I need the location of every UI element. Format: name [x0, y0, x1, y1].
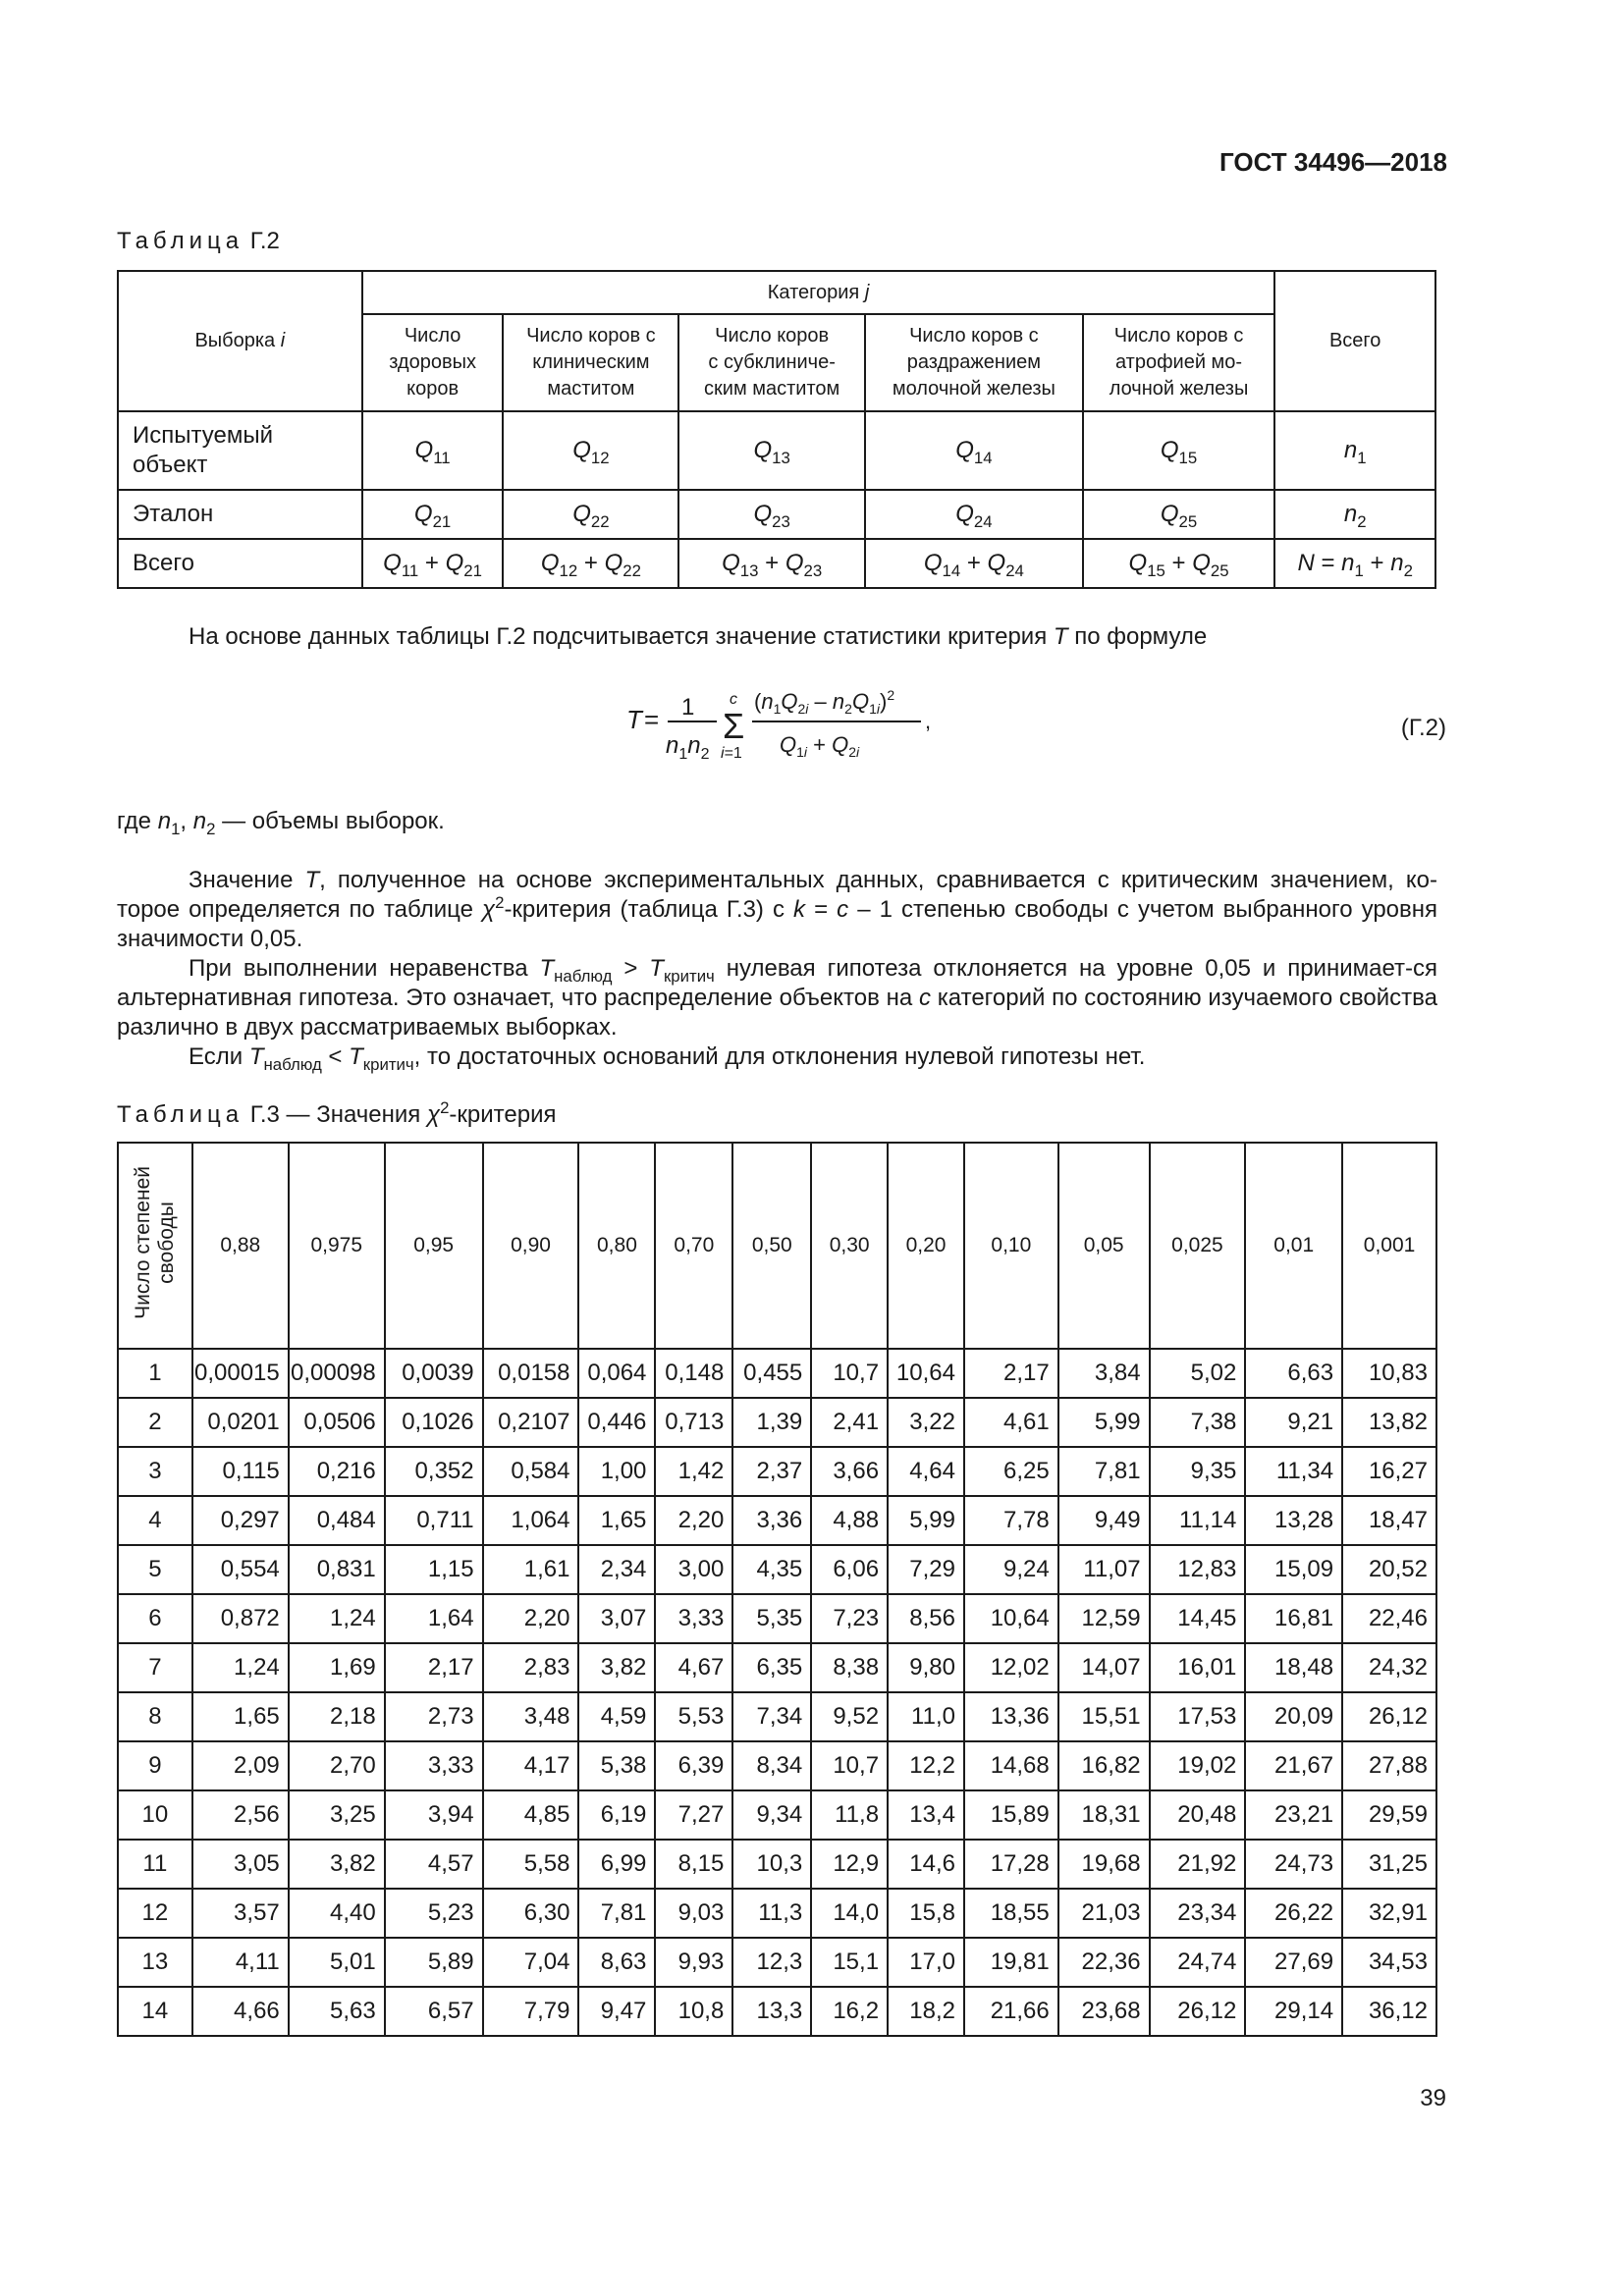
table-row [118, 1987, 1436, 2036]
t3-value-cell: 16,82 [1058, 1741, 1150, 1790]
t3-value-cell: 20,48 [1150, 1790, 1246, 1840]
svg-text:i=1: i=1 [721, 745, 742, 762]
t3-value-cell: 0,216 [289, 1447, 385, 1496]
t3-dof-cell: 11 [118, 1840, 192, 1889]
t3-value-cell: 0,00098 [289, 1349, 385, 1398]
t2-cell: $Q_{11} + Q_{21}$ [362, 539, 504, 588]
t3-value-cell: 0,446 [578, 1398, 655, 1447]
t3-dof-cell: 9 [118, 1741, 192, 1790]
paragraph-conclusion: Если $T_{наблюд} < T_{критич}$, то достаточных оснований для отклонения нулевой гипотезы нет. [189, 1043, 1146, 1074]
t3-header-2: 0,975 [289, 1143, 385, 1349]
t3-value-cell: 7,38 [1150, 1398, 1246, 1447]
t2-category-3: Число коров с субклиниче- ским маститом [678, 314, 865, 411]
t2-row-total [118, 539, 1435, 588]
t2-category-5: Число коров с атрофией мо- лочной железы [1083, 314, 1275, 411]
t3-value-cell: 0,872 [192, 1594, 289, 1643]
t3-value-cell: 18,2 [888, 1987, 964, 2036]
t3-value-cell: 4,64 [888, 1447, 964, 1496]
t3-value-cell: 0,0158 [483, 1349, 579, 1398]
t3-value-cell: 3,22 [888, 1398, 964, 1447]
t2-category-4: Число коров с раздражением молочной железы [865, 314, 1083, 411]
t3-header-12: 0,025 [1150, 1143, 1246, 1349]
paragraph-inequality: При выполнении неравенства $T_{наблюд} > T_{критич}$ нулевая гипотеза отклоняется на уровне 0,05 и принимает-ся альтернативная гипотеза. Это означает, что распределение объектов на c категорий по состоянию изучаемого свойства различно в двух рассматриваемых выборках. [117, 955, 1437, 1041]
t3-value-cell: 18,48 [1245, 1643, 1342, 1692]
t3-value-cell: 2,34 [578, 1545, 655, 1594]
t3-value-cell: 21,66 [964, 1987, 1058, 2036]
t3-value-cell: 1,39 [732, 1398, 811, 1447]
t3-value-cell: 0,0039 [385, 1349, 483, 1398]
t3-value-cell: 12,02 [964, 1643, 1058, 1692]
t3-value-cell: 2,09 [192, 1741, 289, 1790]
table-row [118, 1398, 1436, 1447]
t3-value-cell: 3,94 [385, 1790, 483, 1840]
t3-value-cell: 15,89 [964, 1790, 1058, 1840]
t3-value-cell: 7,29 [888, 1545, 964, 1594]
t3-header-9: 0,20 [888, 1143, 964, 1349]
t3-value-cell: 0,064 [578, 1349, 655, 1398]
t3-value-cell: 6,35 [732, 1643, 811, 1692]
svg-text:(n1Q2i – n2Q1i)2: $(n_1Q_{2i} - n_2Q_{1i})^2$ [754, 687, 895, 717]
svg-text:,: , [925, 709, 932, 733]
t3-value-cell: 3,36 [732, 1496, 811, 1545]
t3-value-cell: 3,82 [289, 1840, 385, 1889]
t3-value-cell: 6,63 [1245, 1349, 1342, 1398]
t3-header-5: 0,80 [578, 1143, 655, 1349]
t3-value-cell: 18,47 [1342, 1496, 1436, 1545]
t3-value-cell: 26,12 [1150, 1987, 1246, 2036]
t3-value-cell: 5,58 [483, 1840, 579, 1889]
t3-value-cell: 6,19 [578, 1790, 655, 1840]
t3-value-cell: 6,30 [483, 1889, 579, 1938]
t3-value-cell: 18,31 [1058, 1790, 1150, 1840]
t3-value-cell: 5,99 [1058, 1398, 1150, 1447]
svg-text:n1n2: $n_1n_2$ [666, 732, 710, 763]
t3-value-cell: 18,55 [964, 1889, 1058, 1938]
t3-value-cell: 8,15 [655, 1840, 732, 1889]
t3-value-cell: 11,14 [1150, 1496, 1246, 1545]
t3-value-cell: 17,28 [964, 1840, 1058, 1889]
t3-value-cell: 9,47 [578, 1987, 655, 2036]
t3-value-cell: 11,0 [888, 1692, 964, 1741]
t3-value-cell: 23,68 [1058, 1987, 1150, 2036]
t3-value-cell: 19,02 [1150, 1741, 1246, 1790]
t3-value-cell: 24,74 [1150, 1938, 1246, 1987]
t3-value-cell: 14,07 [1058, 1643, 1150, 1692]
t3-value-cell: 12,3 [732, 1938, 811, 1987]
t3-value-cell: 2,20 [655, 1496, 732, 1545]
t3-header-14: 0,001 [1342, 1143, 1436, 1349]
t3-value-cell: 23,34 [1150, 1889, 1246, 1938]
table-row [118, 1349, 1436, 1398]
t3-value-cell: 11,07 [1058, 1545, 1150, 1594]
table-row [118, 1643, 1436, 1692]
t3-value-cell: 21,03 [1058, 1889, 1150, 1938]
t2-cell: $Q_{14} + Q_{24}$ [865, 539, 1083, 588]
t3-value-cell: 15,51 [1058, 1692, 1150, 1741]
t3-value-cell: 4,88 [811, 1496, 888, 1545]
t3-value-cell: 1,064 [483, 1496, 579, 1545]
t3-value-cell: 16,81 [1245, 1594, 1342, 1643]
t3-value-cell: 12,59 [1058, 1594, 1150, 1643]
t3-value-cell: 5,01 [289, 1938, 385, 1987]
t3-value-cell: 16,2 [811, 1987, 888, 2036]
t3-value-cell: 17,0 [888, 1938, 964, 1987]
svg-text:Q1i + Q2i: $Q_{1i} + Q_{2i}$ [780, 732, 860, 760]
t3-value-cell: 29,59 [1342, 1790, 1436, 1840]
t3-value-cell: 0,352 [385, 1447, 483, 1496]
t3-value-cell: 13,36 [964, 1692, 1058, 1741]
t3-value-cell: 8,34 [732, 1741, 811, 1790]
t3-value-cell: 7,79 [483, 1987, 579, 2036]
t3-value-cell: 1,24 [192, 1643, 289, 1692]
t3-value-cell: 27,88 [1342, 1741, 1436, 1790]
t3-value-cell: 8,38 [811, 1643, 888, 1692]
t3-value-cell: 21,92 [1150, 1840, 1246, 1889]
table-row [118, 1447, 1436, 1496]
t3-value-cell: 7,23 [811, 1594, 888, 1643]
table3 [117, 1142, 1437, 2037]
t3-value-cell: 1,61 [483, 1545, 579, 1594]
formula-number: (Г.2) [1400, 715, 1446, 741]
t3-value-cell: 15,1 [811, 1938, 888, 1987]
table-row [118, 1545, 1436, 1594]
t3-value-cell: 29,14 [1245, 1987, 1342, 2036]
t3-value-cell: 5,99 [888, 1496, 964, 1545]
t3-value-cell: 4,61 [964, 1398, 1058, 1447]
t3-value-cell: 2,17 [385, 1643, 483, 1692]
t3-value-cell: 0,00015 [192, 1349, 289, 1398]
table2-caption: Таблица Г.2 [117, 228, 280, 254]
t3-value-cell: 17,53 [1150, 1692, 1246, 1741]
t3-value-cell: 10,64 [964, 1594, 1058, 1643]
t3-value-cell: 5,89 [385, 1938, 483, 1987]
t2-cell: $Q_{12}$ [503, 411, 678, 490]
t2-cell: $Q_{12} + Q_{22}$ [503, 539, 678, 588]
t3-value-cell: 1,42 [655, 1447, 732, 1496]
t3-value-cell: 13,28 [1245, 1496, 1342, 1545]
t3-header-3: 0,95 [385, 1143, 483, 1349]
t3-value-cell: 16,01 [1150, 1643, 1246, 1692]
t3-value-cell: 5,63 [289, 1987, 385, 2036]
t3-dof-cell: 3 [118, 1447, 192, 1496]
svg-text:c: c [730, 691, 737, 708]
t3-value-cell: 22,36 [1058, 1938, 1150, 1987]
t3-dof-cell: 13 [118, 1938, 192, 1987]
t3-value-cell: 3,07 [578, 1594, 655, 1643]
t2-cell: $Q_{11}$ [362, 411, 504, 490]
t3-value-cell: 1,00 [578, 1447, 655, 1496]
table2 [117, 270, 1436, 589]
formula-g2 [589, 677, 962, 785]
t3-value-cell: 3,66 [811, 1447, 888, 1496]
t2-cell: $Q_{13} + Q_{23}$ [678, 539, 865, 588]
t3-value-cell: 4,85 [483, 1790, 579, 1840]
t3-value-cell: 23,21 [1245, 1790, 1342, 1840]
t3-value-cell: 3,33 [655, 1594, 732, 1643]
t2-row-label: Всего [118, 539, 362, 588]
t3-value-cell: 11,34 [1245, 1447, 1342, 1496]
t3-header-1: 0,88 [192, 1143, 289, 1349]
t2-total-cell: $n_1$ [1274, 411, 1435, 490]
t3-value-cell: 0,554 [192, 1545, 289, 1594]
t3-value-cell: 9,52 [811, 1692, 888, 1741]
t3-value-cell: 2,37 [732, 1447, 811, 1496]
t3-value-cell: 1,24 [289, 1594, 385, 1643]
t3-dof-cell: 12 [118, 1889, 192, 1938]
t3-value-cell: 13,82 [1342, 1398, 1436, 1447]
t3-value-cell: 4,35 [732, 1545, 811, 1594]
t3-value-cell: 7,81 [1058, 1447, 1150, 1496]
t3-value-cell: 5,23 [385, 1889, 483, 1938]
paragraph-intro: На основе данных таблицы Г.2 подсчитывается значение статистики критерия T по формуле [189, 623, 1208, 650]
t2-cell: $Q_{14}$ [865, 411, 1083, 490]
t2-cell: $Q_{25}$ [1083, 490, 1275, 539]
t3-value-cell: 8,56 [888, 1594, 964, 1643]
t3-value-cell: 14,6 [888, 1840, 964, 1889]
t2-cell: $Q_{24}$ [865, 490, 1083, 539]
t3-value-cell: 4,66 [192, 1987, 289, 2036]
t3-value-cell: 9,21 [1245, 1398, 1342, 1447]
t3-value-cell: 24,73 [1245, 1840, 1342, 1889]
t3-header-7: 0,50 [732, 1143, 811, 1349]
t3-value-cell: 9,34 [732, 1790, 811, 1840]
t3-header-11: 0,05 [1058, 1143, 1150, 1349]
table-row [118, 1496, 1436, 1545]
t3-value-cell: 10,64 [888, 1349, 964, 1398]
t3-value-cell: 3,33 [385, 1741, 483, 1790]
t3-value-cell: 15,09 [1245, 1545, 1342, 1594]
t3-value-cell: 0,455 [732, 1349, 811, 1398]
t2-total-cell: $N = n_1 + n_2$ [1274, 539, 1435, 588]
t3-value-cell: 4,67 [655, 1643, 732, 1692]
t3-value-cell: 9,80 [888, 1643, 964, 1692]
t2-row-reference [118, 490, 1435, 539]
svg-text:Σ: Σ [723, 706, 745, 746]
t3-value-cell: 0,148 [655, 1349, 732, 1398]
t3-value-cell: 2,70 [289, 1741, 385, 1790]
t3-value-cell: 3,84 [1058, 1349, 1150, 1398]
t2-row-label: Эталон [118, 490, 362, 539]
t3-value-cell: 7,81 [578, 1889, 655, 1938]
t3-value-cell: 0,484 [289, 1496, 385, 1545]
t2-category-1: Число здоровых коров [362, 314, 504, 411]
t3-value-cell: 20,52 [1342, 1545, 1436, 1594]
t3-value-cell: 1,15 [385, 1545, 483, 1594]
t3-value-cell: 7,04 [483, 1938, 579, 1987]
t3-value-cell: 26,12 [1342, 1692, 1436, 1741]
t3-value-cell: 3,57 [192, 1889, 289, 1938]
t3-dof-cell: 5 [118, 1545, 192, 1594]
t3-value-cell: 1,64 [385, 1594, 483, 1643]
t3-value-cell: 2,73 [385, 1692, 483, 1741]
t3-value-cell: 0,711 [385, 1496, 483, 1545]
table-row [118, 1692, 1436, 1741]
t3-value-cell: 20,09 [1245, 1692, 1342, 1741]
table-row [118, 1840, 1436, 1889]
t2-category-2: Число коров с клиническим маститом [503, 314, 678, 411]
t3-dof-cell: 10 [118, 1790, 192, 1840]
t2-cell: $Q_{15} + Q_{25}$ [1083, 539, 1275, 588]
t3-value-cell: 11,3 [732, 1889, 811, 1938]
t3-value-cell: 5,53 [655, 1692, 732, 1741]
t3-value-cell: 2,83 [483, 1643, 579, 1692]
table3-caption: Таблица Г.3 — Значения $\chi^2$-критерия [117, 1097, 557, 1128]
t3-value-cell: 9,24 [964, 1545, 1058, 1594]
svg-text:1: 1 [681, 694, 695, 721]
t3-value-cell: 6,57 [385, 1987, 483, 2036]
t3-dof-cell: 6 [118, 1594, 192, 1643]
t3-value-cell: 24,32 [1342, 1643, 1436, 1692]
t3-value-cell: 0,115 [192, 1447, 289, 1496]
t3-value-cell: 9,35 [1150, 1447, 1246, 1496]
t3-value-cell: 0,831 [289, 1545, 385, 1594]
t3-value-cell: 10,8 [655, 1987, 732, 2036]
t3-value-cell: 4,59 [578, 1692, 655, 1741]
t3-value-cell: 7,34 [732, 1692, 811, 1741]
t3-value-cell: 3,82 [578, 1643, 655, 1692]
t3-value-cell: 2,56 [192, 1790, 289, 1840]
t3-value-cell: 1,65 [578, 1496, 655, 1545]
t3-value-cell: 6,99 [578, 1840, 655, 1889]
table-row [118, 1938, 1436, 1987]
t3-value-cell: 22,46 [1342, 1594, 1436, 1643]
t3-value-cell: 2,41 [811, 1398, 888, 1447]
t3-value-cell: 4,40 [289, 1889, 385, 1938]
t3-value-cell: 14,0 [811, 1889, 888, 1938]
t3-value-cell: 26,22 [1245, 1889, 1342, 1938]
t3-corner-header: Число степеней свободы [118, 1143, 192, 1349]
t3-dof-cell: 4 [118, 1496, 192, 1545]
t2-total-cell: $n_2$ [1274, 490, 1435, 539]
t3-value-cell: 6,39 [655, 1741, 732, 1790]
t3-value-cell: 7,78 [964, 1496, 1058, 1545]
table-row [118, 1790, 1436, 1840]
t3-value-cell: 19,68 [1058, 1840, 1150, 1889]
t3-value-cell: 8,63 [578, 1938, 655, 1987]
t3-value-cell: 12,2 [888, 1741, 964, 1790]
t3-value-cell: 2,17 [964, 1349, 1058, 1398]
t3-value-cell: 4,11 [192, 1938, 289, 1987]
table-row [118, 1889, 1436, 1938]
t2-row-label: Испытуемый объект [118, 411, 362, 490]
document-header: ГОСТ 34496—2018 [1219, 147, 1447, 177]
t3-value-cell: 13,4 [888, 1790, 964, 1840]
t3-header-8: 0,30 [811, 1143, 888, 1349]
t3-value-cell: 10,7 [811, 1349, 888, 1398]
t3-value-cell: 4,17 [483, 1741, 579, 1790]
t2-total-header: Всего [1274, 271, 1435, 411]
t3-dof-cell: 1 [118, 1349, 192, 1398]
t3-value-cell: 6,06 [811, 1545, 888, 1594]
table-row [118, 1594, 1436, 1643]
t3-value-cell: 15,8 [888, 1889, 964, 1938]
t3-value-cell: 0,584 [483, 1447, 579, 1496]
t3-value-cell: 32,91 [1342, 1889, 1436, 1938]
t3-value-cell: 19,81 [964, 1938, 1058, 1987]
t3-value-cell: 4,57 [385, 1840, 483, 1889]
t2-cell: $Q_{22}$ [503, 490, 678, 539]
t3-value-cell: 9,93 [655, 1938, 732, 1987]
t3-value-cell: 21,67 [1245, 1741, 1342, 1790]
t3-value-cell: 0,713 [655, 1398, 732, 1447]
t3-value-cell: 5,35 [732, 1594, 811, 1643]
t3-value-cell: 36,12 [1342, 1987, 1436, 2036]
page-number: 39 [1420, 2085, 1446, 2111]
t3-value-cell: 12,83 [1150, 1545, 1246, 1594]
t3-value-cell: 2,20 [483, 1594, 579, 1643]
t2-category-header: Категория j [362, 271, 1275, 314]
t3-dof-cell: 8 [118, 1692, 192, 1741]
t2-cell: $Q_{13}$ [678, 411, 865, 490]
t3-value-cell: 7,27 [655, 1790, 732, 1840]
t3-value-cell: 9,03 [655, 1889, 732, 1938]
t3-value-cell: 27,69 [1245, 1938, 1342, 1987]
t3-value-cell: 0,0201 [192, 1398, 289, 1447]
t3-value-cell: 10,7 [811, 1741, 888, 1790]
t3-value-cell: 31,25 [1342, 1840, 1436, 1889]
t3-value-cell: 16,27 [1342, 1447, 1436, 1496]
t3-value-cell: 34,53 [1342, 1938, 1436, 1987]
t3-header-10: 0,10 [964, 1143, 1058, 1349]
t3-value-cell: 9,49 [1058, 1496, 1150, 1545]
table-row [118, 1741, 1436, 1790]
t3-value-cell: 3,25 [289, 1790, 385, 1840]
t3-header-13: 0,01 [1245, 1143, 1342, 1349]
t3-value-cell: 0,2107 [483, 1398, 579, 1447]
t3-value-cell: 3,05 [192, 1840, 289, 1889]
t3-value-cell: 5,02 [1150, 1349, 1246, 1398]
t3-value-cell: 13,3 [732, 1987, 811, 2036]
t2-cell: $Q_{23}$ [678, 490, 865, 539]
t3-value-cell: 3,48 [483, 1692, 579, 1741]
t3-value-cell: 0,1026 [385, 1398, 483, 1447]
t3-value-cell: 0,297 [192, 1496, 289, 1545]
t2-row-test [118, 411, 1435, 490]
t3-dof-cell: 7 [118, 1643, 192, 1692]
t3-value-cell: 6,25 [964, 1447, 1058, 1496]
t3-value-cell: 10,3 [732, 1840, 811, 1889]
t3-value-cell: 0,0506 [289, 1398, 385, 1447]
t3-value-cell: 1,65 [192, 1692, 289, 1741]
t3-dof-cell: 14 [118, 1987, 192, 2036]
t3-value-cell: 1,69 [289, 1643, 385, 1692]
t3-dof-cell: 2 [118, 1398, 192, 1447]
t3-value-cell: 2,18 [289, 1692, 385, 1741]
t3-value-cell: 12,9 [811, 1840, 888, 1889]
t3-header-4: 0,90 [483, 1143, 579, 1349]
t3-value-cell: 14,68 [964, 1741, 1058, 1790]
t2-sample-header: Выборка i [118, 271, 362, 411]
t3-value-cell: 3,00 [655, 1545, 732, 1594]
t3-value-cell: 5,38 [578, 1741, 655, 1790]
paragraph-where: где $n_1$, $n_2$ — объемы выборок. [117, 808, 445, 838]
t3-value-cell: 14,45 [1150, 1594, 1246, 1643]
svg-text:=: = [644, 705, 660, 734]
t3-value-cell: 11,8 [811, 1790, 888, 1840]
svg-text:T: T [626, 705, 642, 734]
t2-cell: $Q_{21}$ [362, 490, 504, 539]
paragraph-critical: Значение T, полученное на основе экспериментальных данных, сравнивается с критическим значением, ко-торое определяется по таблице $\chi^2$-критерия (таблица Г.3) с k = c – 1 степенью свободы с учетом выбранного уровня значимости 0,05. [117, 867, 1438, 952]
t3-header-6: 0,70 [655, 1143, 732, 1349]
t2-cell: $Q_{15}$ [1083, 411, 1275, 490]
t3-value-cell: 10,83 [1342, 1349, 1436, 1398]
